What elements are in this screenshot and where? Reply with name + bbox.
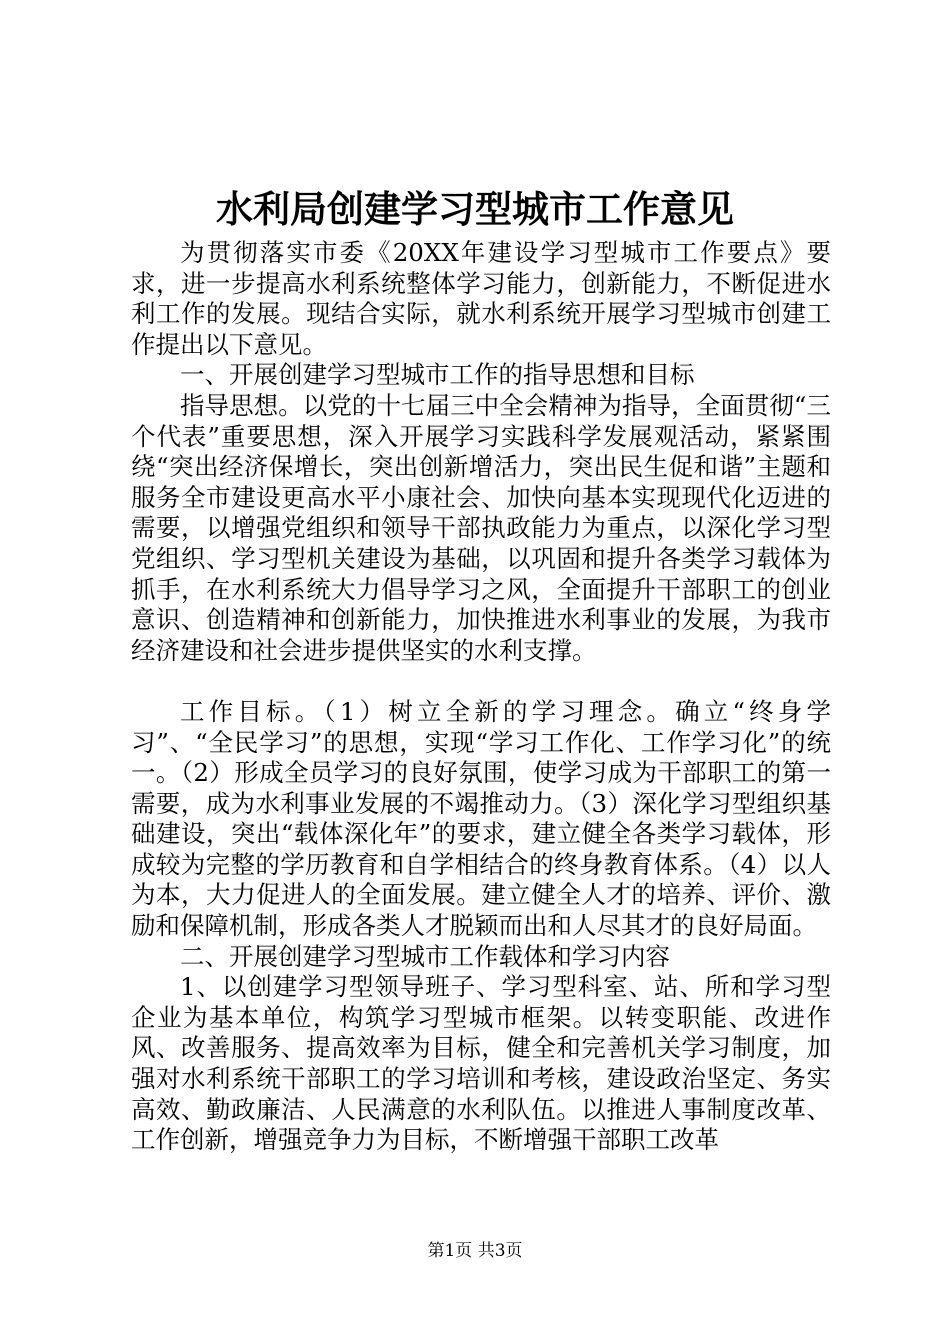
page-number-footer: 第1页 共3页 — [427, 1241, 523, 1261]
document-body — [131, 238, 831, 1156]
guiding-thought-paragraph: 指导思想。以党的十七届三中全会精神为指导，全面贯彻“三个代表”重要思想，深入开展学习实践科学发展观活动，紧紧围绕“突出经济保增长，突出创新增活力，突出民生促和谐”主题和服务全市建设更高水平小康社会、加快向基本实现现代化迈进的需要，以增强党组织和领导干部执政能力为重点，以深化学习型党组织、学习型机关建设为基础，以巩固和提升各类学习载体为抓手，在水利系统大力倡导学习之风，全面提升干部职工的创业意识、创造精神和创新能力，加快推进水利事业的发展，为我市经济建设和社会进步提供坚实的水利支撑。 — [131, 390, 831, 665]
document-title: 水利局创建学习型城市工作意见 — [216, 187, 734, 231]
item-1-paragraph: 1、以创建学习型领导班子、学习型科室、站、所和学习型企业为基本单位，构筑学习型城市框架。以转变职能、改进作风、改善服务、提高效率为目标，健全和完善机关学习制度，加强对水利系统干部职工的学习培训和考核，建设政治坚定、务实高效、勤政廉洁、人民满意的水利队伍。以推进人事制度改革、工作创新，增强竞争力为目标，不断增强干部职工改革 — [131, 972, 831, 1155]
section-heading-2: 二、开展创建学习型城市工作载体和学习内容 — [180, 941, 670, 971]
intro-paragraph: 为贯彻落实市委《20XX年建设学习型城市工作要点》要求，进一步提高水利系统整体学习能力，创新能力，不断促进水利工作的发展。现结合实际，就水利系统开展学习型城市创建工作提出以下意见。 — [131, 238, 831, 359]
section-heading-1: 一、开展创建学习型城市工作的指导思想和目标 — [180, 360, 695, 390]
work-goals-paragraph: 工作目标。（1）树立全新的学习理念。确立“终身学习”、“全民学习”的思想，实现“学习工作化、工作学习化”的统一。（2）形成全员学习的良好氛围，使学习成为干部职工的第一需要，成为水利事业发展的不竭推动力。（3）深化学习型组织基础建设，突出“载体深化年”的要求，建立健全各类学习载体，形成较为完整的学历教育和自学相结合的终身教育体系。（4）以人为本，大力促进人的全面发展。建立健全人才的培养、评价、激励和保障机制，形成各类人才脱颖而出和人尽其才的良好局面。 — [131, 696, 831, 941]
